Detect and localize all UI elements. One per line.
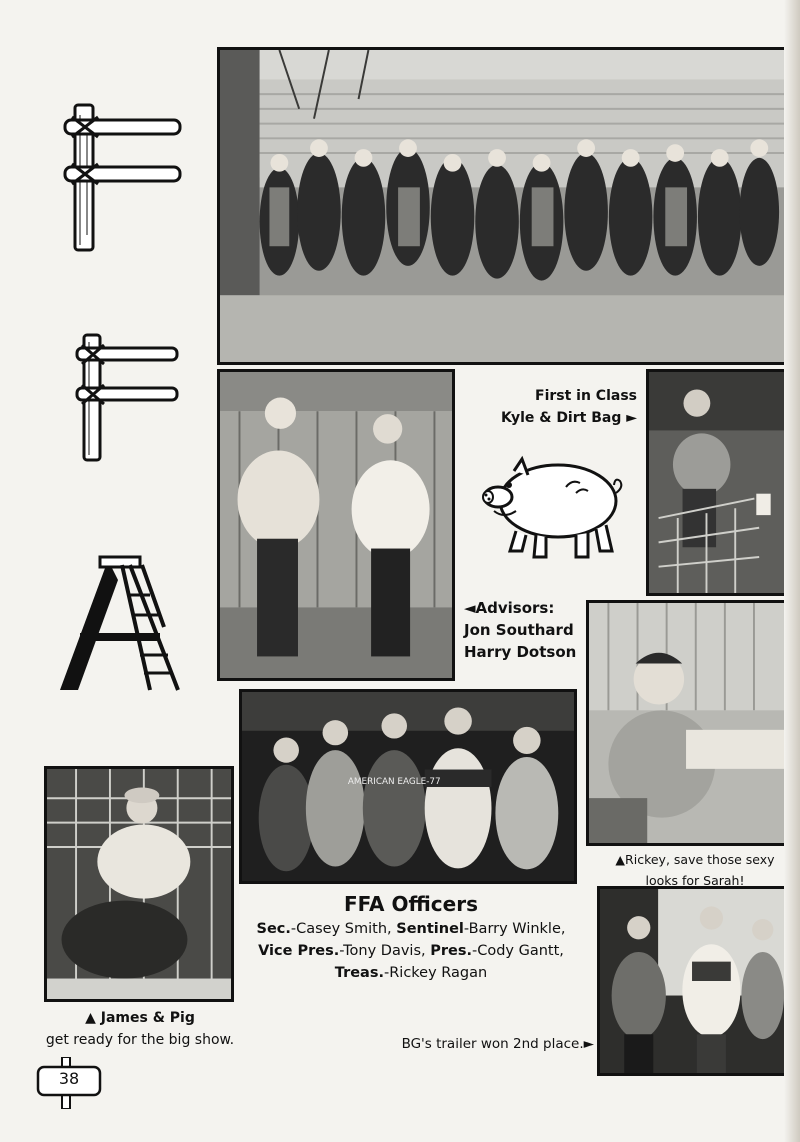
caption-line: Harry Dotson (464, 643, 577, 661)
advisors-photo (217, 369, 455, 681)
caption-line: get ready for the big show. (45, 1032, 235, 1048)
officers-caption (230, 890, 592, 984)
rickey-caption (600, 849, 790, 891)
page-number: 38 (58, 1069, 80, 1088)
caption-line: First in Class (535, 388, 637, 404)
caption-line: Kyle & Dirt Bag ► (500, 410, 637, 426)
ladder-letter-a-icon (60, 555, 185, 695)
pig-cartoon-icon (476, 453, 626, 565)
james-pig-caption (30, 1007, 250, 1051)
officer-role: Sentinel (396, 921, 464, 937)
officer-role: Sec. (256, 921, 291, 937)
kyle-dirt-bag-photo (646, 369, 789, 596)
first-in-class-caption (465, 385, 637, 429)
caption-line: Jon Southard (464, 621, 574, 639)
ffa-group-photo (217, 47, 789, 365)
officer-name: -Cody Gantt, (472, 943, 564, 959)
caption-line: ▲Rickey, save those sexy (615, 852, 775, 867)
officers-title: FFA Officers (344, 892, 478, 916)
officer-name: -Barry Winkle, (463, 921, 566, 937)
officers-line-2 (230, 940, 592, 962)
caption-line: ▲ James & Pig (85, 1010, 195, 1026)
officer-role: Treas. (334, 965, 384, 981)
rickey-photo (586, 600, 789, 846)
officers-line-1 (230, 918, 592, 940)
page-edge-shadow (784, 0, 800, 1142)
bg-trailer-photo (597, 886, 789, 1076)
caption-line: ◄Advisors: (464, 599, 555, 617)
officers-line-3 (230, 962, 592, 984)
caption-line: looks for Sarah! (645, 873, 745, 888)
advisors-caption (464, 597, 594, 663)
log-letter-f-icon (60, 95, 190, 255)
officer-name: -Casey Smith, (290, 921, 397, 937)
ffa-officers-photo (239, 689, 577, 884)
officer-name: -Tony Davis, (339, 943, 431, 959)
officer-name: -Rickey Ragan (383, 965, 488, 981)
photo-shirt-text: AMERICAN EAGLE-77 (347, 777, 441, 788)
officer-role: Pres. (430, 943, 472, 959)
james-and-pig-photo (44, 766, 234, 1002)
trailer-caption: BG's trailer won 2nd place.► (401, 1036, 594, 1052)
officer-role: Vice Pres. (258, 943, 340, 959)
log-letter-f-icon (72, 330, 182, 465)
